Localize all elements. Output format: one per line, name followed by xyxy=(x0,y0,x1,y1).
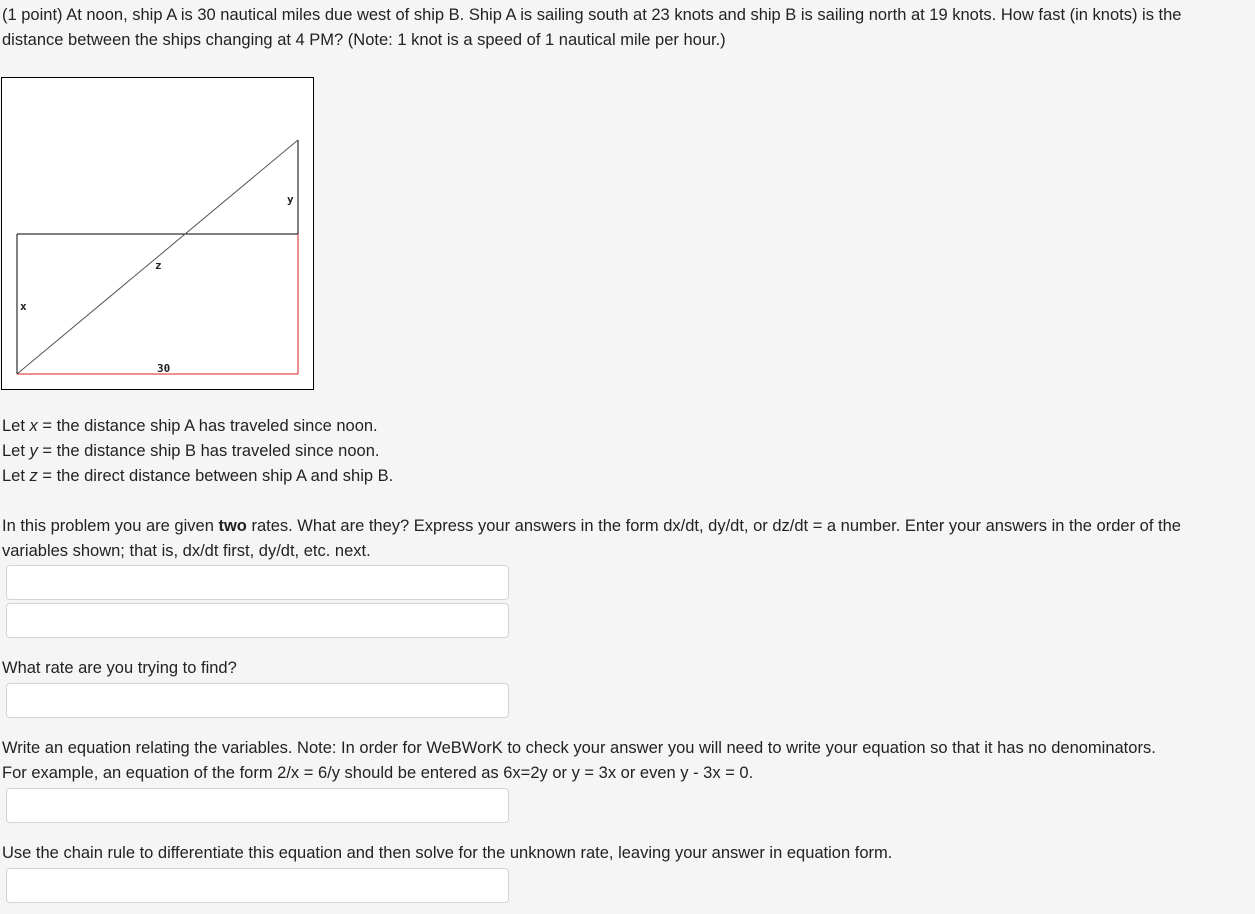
emphasis-two: two xyxy=(218,517,247,535)
answer-equation[interactable] xyxy=(6,788,509,823)
var-z: z xyxy=(29,467,38,485)
question-equation-line-1: Write an equation relating the variables. Note: In order for WeBWorK to check your answer you will need to write your equation so that it has no denominators. xyxy=(2,739,1156,757)
question-given-rates xyxy=(2,514,1181,564)
question-unknown-rate xyxy=(2,656,237,681)
label-z: z xyxy=(155,259,162,272)
definition-z-text: = the direct distance between ship A and ship B. xyxy=(37,467,394,485)
problem-statement xyxy=(2,3,1181,53)
var-y: y xyxy=(29,442,38,460)
answer-chain-rule[interactable] xyxy=(6,868,509,903)
answer-given-rate-1[interactable] xyxy=(6,565,509,600)
question-given-rates-line-2: variables shown; that is, dx/dt first, dy/dt, etc. next. xyxy=(2,542,371,560)
label-base-30: 30 xyxy=(157,362,171,375)
problem-statement-line-1: (1 point) At noon, ship A is 30 nautical miles due west of ship B. Ship A is sailing south at 23 knots and ship B is sailing north at 19 knots. How fast (in knots) is the xyxy=(2,6,1182,24)
definition-y-text: = the distance ship B has traveled since noon. xyxy=(37,442,380,460)
var-x: x xyxy=(29,417,38,435)
question-chain-rule xyxy=(2,841,892,866)
definition-x xyxy=(2,414,393,439)
question-equation-line-2: For example, an equation of the form 2/x = 6/y should be entered as 6x=2y or y = 3x or even y - 3x = 0. xyxy=(2,764,754,782)
question-chain-rule-text: Use the chain rule to differentiate this equation and then solve for the unknown rate, leaving your answer in equation form. xyxy=(2,844,893,862)
let-word: Let xyxy=(2,442,25,460)
definition-x-text: = the distance ship A has traveled since noon. xyxy=(37,417,378,435)
label-y: y xyxy=(287,193,294,206)
definition-z xyxy=(2,464,393,489)
let-word: Let xyxy=(2,417,25,435)
question-given-rates-line-1: In this problem you are given two rates. What are they? Express your answers in the form dx/dt, dy/dt, or dz/dt = a number. Enter your answers in the order of the xyxy=(2,517,1181,535)
answer-given-rate-2[interactable] xyxy=(6,603,509,638)
definition-y xyxy=(2,439,393,464)
problem-statement-line-2: distance between the ships changing at 4 PM? (Note: 1 knot is a speed of 1 nautical mile per hour.) xyxy=(2,31,726,49)
question-equation xyxy=(2,736,1156,786)
let-word: Let xyxy=(2,467,25,485)
hypotenuse-z xyxy=(17,140,298,374)
ships-diagram-svg xyxy=(2,78,313,389)
variable-definitions xyxy=(2,414,393,489)
ships-diagram xyxy=(1,77,314,390)
label-x: x xyxy=(20,300,27,313)
question-unknown-rate-text: What rate are you trying to find? xyxy=(2,659,237,677)
answer-unknown-rate[interactable] xyxy=(6,683,509,718)
